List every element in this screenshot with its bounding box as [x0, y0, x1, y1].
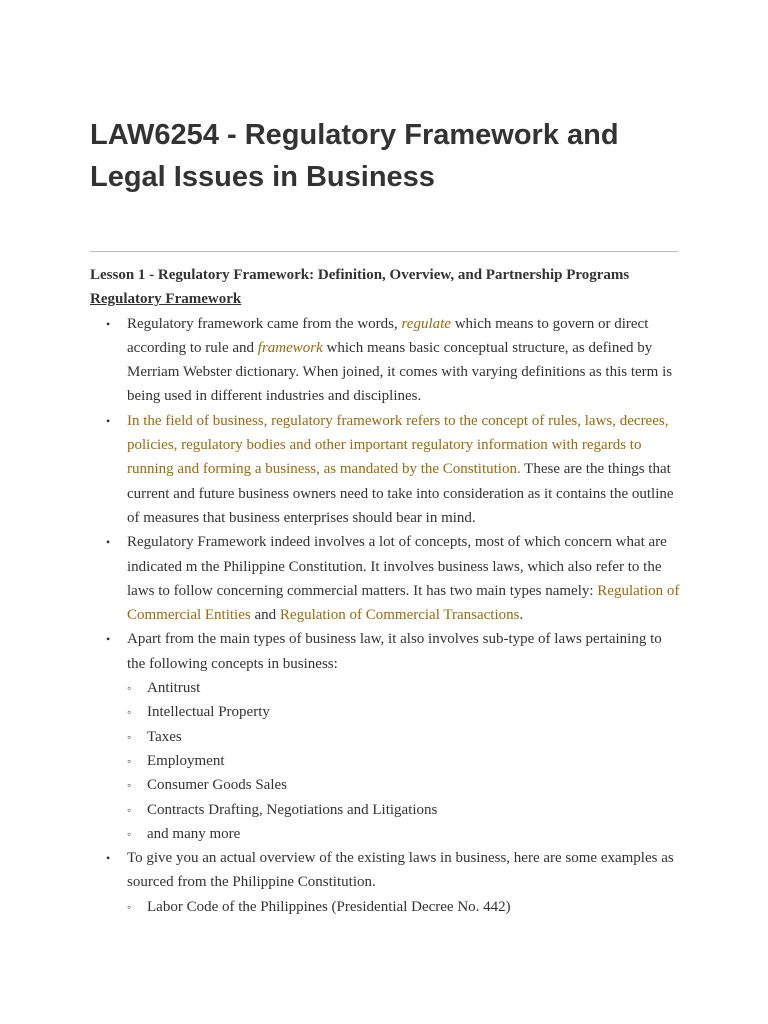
bullet-item-definition: [127, 312, 680, 409]
bullet-item-concepts: [127, 530, 680, 627]
lesson-heading: Lesson 1 - Regulatory Framework: Definition, Overview, and Partnership Programs: [90, 267, 630, 283]
sub-bullet-list: [127, 676, 680, 846]
section-heading: Regulatory Framework: [90, 291, 242, 308]
bullet-text: which means basic conceptual structure, as defined by Merriam Webster dictionary. When joined, it comes with varying definitions as this term is being used in different industries and disciplines.: [127, 339, 673, 405]
term-framework: framework: [257, 339, 323, 356]
bullet-text: These are the things that current and future business owners need to take into consideration as it contains the outline of measures that business enterprises should bear in mind.: [127, 461, 674, 526]
title-divider: [90, 251, 678, 252]
sub-bullet-item: ◦ Employment: [147, 749, 680, 773]
document-body: [90, 263, 680, 919]
sub-bullet-item: ◦ Consumer Goods Sales: [147, 773, 680, 797]
bullet-item-business-field: [127, 409, 680, 530]
bullet-item-subtypes: [127, 627, 680, 846]
bullet-text: Apart from the main types of business law, it also involves sub-type of laws pertaining to the following concepts in business:: [127, 631, 662, 672]
bullet-list: [90, 312, 680, 919]
highlighted-definition: In the field of business, regulatory framework refers to the concept of rules, laws, decrees, policies, regulatory bodies and other important regulatory information with regards to running and forming a business, as mandated by the Constitution.: [127, 412, 669, 478]
bullet-text: Regulatory Framework indeed involves a lot of concepts, most of which concern what are indicated m the Philippine Constitution. It involves business laws, which also refer to the laws to follow concerning commercial matters. It has two main types namely:: [127, 534, 667, 599]
sub-bullet-list: [127, 895, 680, 919]
document-title: LAW6254 - Regulatory Framework and Legal Issues in Business: [90, 119, 619, 193]
bullet-item-overview: [127, 846, 680, 919]
link-regulation-commercial-transactions[interactable]: Regulation of Commercial Transactions: [279, 607, 520, 624]
sub-bullet-item: ◦ Labor Code of the Philippines (Presidential Decree No. 442): [147, 895, 680, 919]
sub-bullet-item: ◦ Intellectual Property: [147, 700, 680, 724]
sub-bullet-item: ◦ and many more: [147, 822, 680, 846]
bullet-text: and: [250, 607, 280, 624]
bullet-text: .: [519, 607, 524, 624]
term-regulate: regulate: [401, 315, 451, 332]
sub-bullet-item: ◦ Taxes: [147, 725, 680, 749]
link-regulation-commercial-entities[interactable]: Regulation of Commercial Entities: [127, 582, 680, 624]
bullet-text: To give you an actual overview of the existing laws in business, here are some examples as sourced from the Philippine Constitution.: [127, 850, 674, 891]
sub-bullet-item: ◦ Antitrust: [147, 676, 680, 700]
bullet-text: which means to govern or direct according to rule and: [127, 315, 649, 356]
sub-bullet-item: ◦ Contracts Drafting, Negotiations and Litigations: [147, 798, 680, 822]
bullet-text: Regulatory framework came from the words,: [127, 315, 402, 332]
